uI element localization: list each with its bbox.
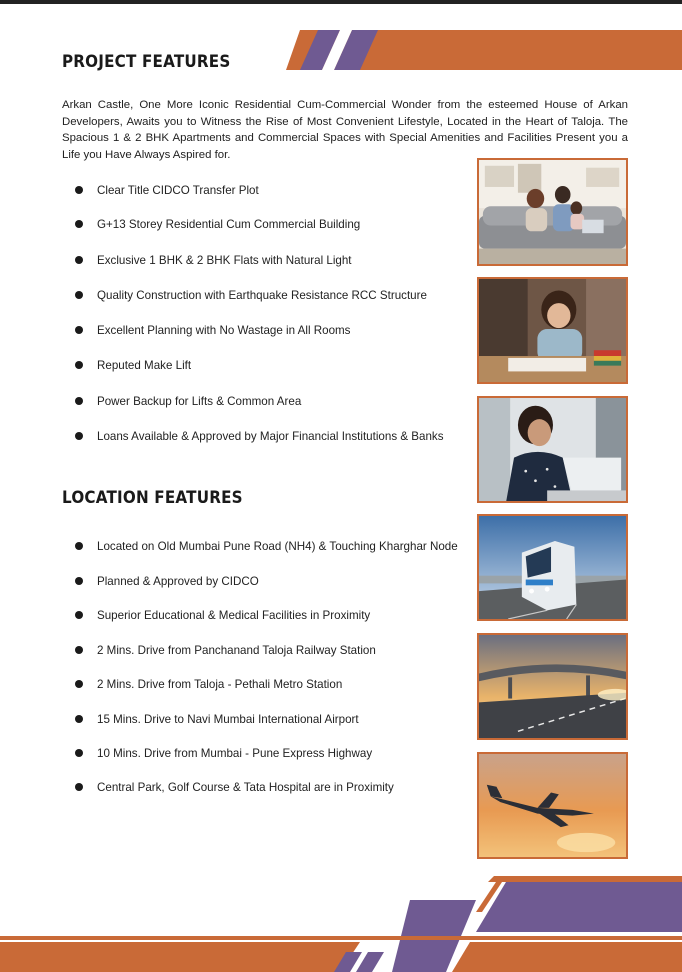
list-item: G+13 Storey Residential Cum Commercial Building	[75, 216, 360, 232]
bullet-icon	[75, 326, 83, 334]
list-item: Reputed Make Lift	[75, 357, 191, 373]
project-intro-paragraph: Arkan Castle, One More Iconic Residential Cum-Commercial Wonder from the esteemed House of Arkan Developers, Awaits you to Witness the Rise of Most Convenient Lifestyle, Located in the Heart of Taloja. The Spacious 1 & 2 BHK Apartments and Commercial Spaces with Special Amenities and Facilities Present you a Life you Have Always Aspired for.	[62, 99, 628, 161]
list-item: Superior Educational & Medical Facilities in Proximity	[75, 607, 370, 623]
bullet-icon	[75, 542, 83, 550]
woman-with-laptop-photo	[477, 396, 628, 503]
list-item: Loans Available & Approved by Major Financial Institutions & Banks	[75, 428, 444, 444]
metro-train-photo	[477, 514, 628, 621]
list-item: Quality Construction with Earthquake Resistance RCC Structure	[75, 287, 427, 303]
list-item: 10 Mins. Drive from Mumbai - Pune Express Highway	[75, 745, 372, 761]
child-drawing-photo	[477, 277, 628, 384]
bullet-icon	[75, 577, 83, 585]
list-item: Power Backup for Lifts & Common Area	[75, 393, 301, 409]
list-item: 2 Mins. Drive from Panchanand Taloja Railway Station	[75, 642, 376, 658]
footer-decoration	[0, 870, 682, 972]
airplane-sunset-photo	[477, 752, 628, 859]
bullet-icon	[75, 220, 83, 228]
bullet-icon	[75, 291, 83, 299]
project-features-title: PROJECT FEATURES	[62, 52, 231, 71]
list-item: Clear Title CIDCO Transfer Plot	[75, 182, 259, 198]
flyover-highway-photo	[477, 633, 628, 740]
bullet-icon	[75, 749, 83, 757]
list-item: Central Park, Golf Course & Tata Hospital are in Proximity	[75, 779, 394, 795]
list-item: Planned & Approved by CIDCO	[75, 573, 259, 589]
bullet-icon	[75, 680, 83, 688]
bullet-icon	[75, 256, 83, 264]
list-item: Excellent Planning with No Wastage in All Rooms	[75, 322, 350, 338]
bullet-icon	[75, 186, 83, 194]
location-features-title: LOCATION FEATURES	[62, 488, 243, 507]
bullet-icon	[75, 783, 83, 791]
bullet-icon	[75, 361, 83, 369]
family-on-sofa-photo	[477, 158, 628, 266]
list-item: Exclusive 1 BHK & 2 BHK Flats with Natural Light	[75, 252, 352, 268]
list-item: 15 Mins. Drive to Navi Mumbai International Airport	[75, 711, 359, 727]
list-item: Located on Old Mumbai Pune Road (NH4) & Touching Kharghar Node	[75, 538, 458, 554]
bullet-icon	[75, 715, 83, 723]
bullet-icon	[75, 646, 83, 654]
bullet-icon	[75, 432, 83, 440]
bullet-icon	[75, 611, 83, 619]
bullet-icon	[75, 397, 83, 405]
list-item: 2 Mins. Drive from Taloja - Pethali Metro Station	[75, 676, 342, 692]
